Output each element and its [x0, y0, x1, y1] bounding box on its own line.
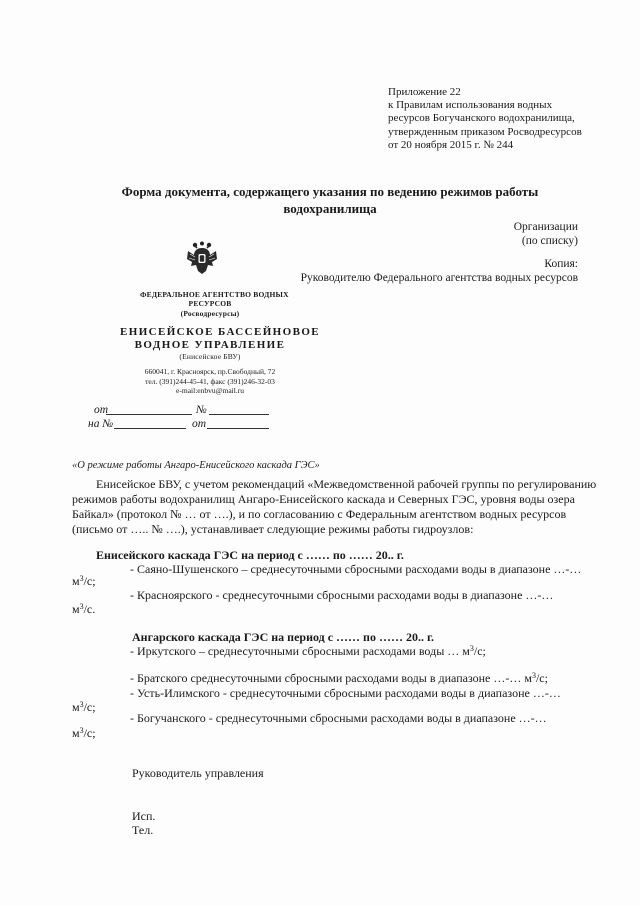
- unit-label: [72, 574, 96, 590]
- unit-label: [72, 700, 96, 716]
- appendix-note: [388, 86, 582, 152]
- copy-label: Копия:: [544, 258, 578, 270]
- appendix-line: Приложение 22: [388, 86, 461, 98]
- letter-subject: «О режиме работы Ангаро-Енисейского каскада ГЭС»: [72, 460, 320, 471]
- unit-per-s: /с;: [83, 574, 96, 588]
- unit-per-s: /с.: [83, 602, 96, 616]
- unit-exp: 3: [531, 671, 536, 680]
- unit-exp: 3: [469, 644, 474, 653]
- unit-exp: 3: [79, 726, 84, 735]
- body-line: (письмо от ….. № ….), устанавливает следующие режимы работы гидроузлов:: [72, 522, 474, 536]
- sender-email: e-mail:enbvu@mail.ru: [176, 386, 244, 395]
- sender-address: 660041, г. Красноярск, пр.Свободный, 72: [144, 367, 276, 376]
- unit-per-s: /с;: [473, 644, 486, 658]
- bvu-name: [120, 326, 321, 352]
- angara-item: [130, 671, 548, 687]
- bvu-line: ЕНИСЕЙСКОЕ БАССЕЙНОВОЕ: [120, 326, 321, 338]
- signature-title: Руководитель управления: [132, 766, 264, 780]
- reference-number-line: [114, 428, 186, 429]
- document-title: [60, 183, 600, 217]
- yenisei-heading: Енисейского каскада ГЭС на период с …… по …… 20.. г.: [96, 548, 404, 562]
- unit-label: [72, 602, 95, 618]
- body-line: Байкал» (протокол № … от ….), и по согласованию с Федеральным агентством водных ресурсов: [72, 507, 567, 521]
- reference-from-label: от: [192, 418, 207, 430]
- executor-label: Исп.: [132, 809, 156, 823]
- appendix-line: к Правилам использования водных: [388, 99, 553, 112]
- copy-recipient: Руководителю Федерального агентства водных ресурсов: [300, 272, 578, 284]
- angara-item-text: - Братского среднесуточными сбросными расходами воды в диапазоне …-… м: [130, 671, 532, 685]
- unit-exp: 3: [79, 574, 84, 583]
- unit-per-s: /с;: [83, 726, 96, 740]
- appendix-line: от 20 ноября 2015 г. № 244: [388, 138, 514, 151]
- unit-m: м: [72, 726, 80, 740]
- executor-phone-label: Тел.: [132, 823, 154, 837]
- reference-label: на №: [88, 418, 114, 430]
- agency-line: РЕСУРСОВ: [188, 299, 232, 308]
- unit-exp: 3: [79, 602, 84, 611]
- number-label: №: [196, 404, 207, 416]
- agency-line: ФЕДЕРАЛЬНОЕ АГЕНТСТВО ВОДНЫХ: [140, 290, 289, 299]
- unit-m: м: [72, 700, 80, 714]
- agency-name: [140, 290, 289, 318]
- yenisei-item: - Саяно-Шушенского – среднесуточными сбросными расходами воды в диапазоне …-…: [130, 562, 582, 576]
- number-field-line: [209, 414, 269, 415]
- angara-item-text: - Иркутского – среднесуточными сбросными расходами воды … м: [130, 644, 470, 658]
- title-line: водохранилища: [283, 201, 377, 216]
- title-line: Форма документа, содержащего указания по ведению режимов работы: [121, 184, 539, 199]
- angara-item: - Богучанского - среднесуточными сбросными расходами воды в диапазоне …-…: [130, 711, 547, 725]
- body-line: режимов работы водохранилищ Ангаро-Енисейского каскада и Северных ГЭС, уровня воды озера: [72, 492, 575, 506]
- reference-date-line: [207, 428, 269, 429]
- unit-exp: 3: [79, 700, 84, 709]
- date-field-line: [106, 414, 192, 415]
- addressee-list: (по списку): [521, 235, 578, 247]
- unit-m: м: [72, 602, 80, 616]
- body-line: Енисейское БВУ, с учетом рекомендаций «Межведомственной рабочей группы по регулированию: [96, 477, 597, 491]
- unit-per-s: /с;: [83, 700, 96, 714]
- angara-item: - Усть-Илимского - среднесуточными сбросными расходами воды в диапазоне …-…: [130, 686, 561, 700]
- addressee-org: Организации: [513, 221, 578, 233]
- unit-m: м: [72, 574, 80, 588]
- appendix-line: ресурсов Богучанского водохранилища,: [388, 112, 575, 125]
- agency-line: (Росводресурсы): [180, 309, 240, 318]
- unit-per-s: /с;: [535, 671, 548, 685]
- from-label: от: [94, 404, 109, 416]
- angara-heading: Ангарского каскада ГЭС на период с …… по …… 20.. г.: [132, 630, 435, 644]
- bvu-short-name: (Енисейское БВУ): [179, 352, 241, 361]
- appendix-line: утвержденным приказом Росводресурсов: [388, 125, 582, 138]
- unit-label: [72, 726, 96, 742]
- angara-item: [130, 644, 486, 660]
- sender-phone: тел. (391)244-45-41, факс (391)246-32-03: [145, 376, 275, 386]
- bvu-line: ВОДНОЕ УПРАВЛЕНИЕ: [134, 339, 286, 351]
- coat-of-arms-icon: [184, 240, 220, 276]
- yenisei-item: - Красноярского - среднесуточными сбросными расходами воды в диапазоне …-…: [130, 588, 554, 602]
- sender-contacts: [125, 367, 295, 396]
